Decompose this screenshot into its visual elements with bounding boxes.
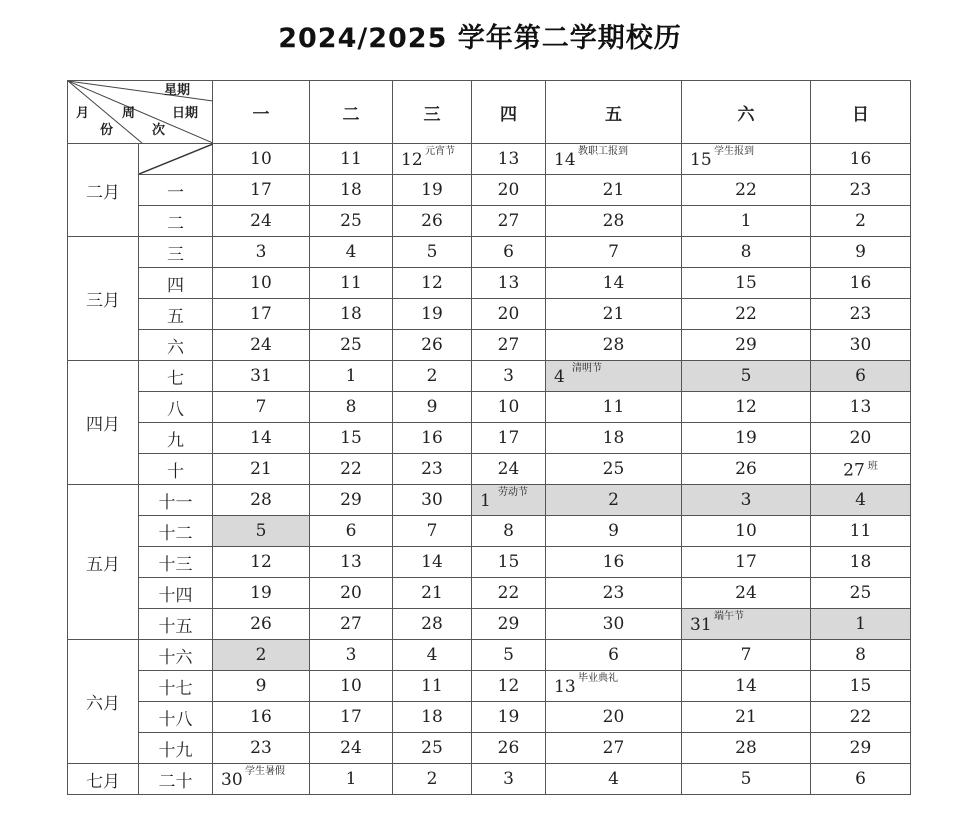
day-cell: 17 (472, 423, 546, 454)
day-cell: 28 (682, 733, 811, 764)
day-cell: 5 (393, 237, 472, 268)
weekday-sat: 六 (682, 81, 811, 144)
day-cell: 5 (682, 361, 811, 392)
day-cell: 5 (682, 764, 811, 795)
day-cell: 3 (310, 640, 393, 671)
day-number: 14 (554, 150, 576, 170)
day-cell: 30 (546, 609, 682, 640)
day-cell: 23 (213, 733, 310, 764)
day-cell: 10 (472, 392, 546, 423)
day-cell (546, 671, 682, 702)
week-row (68, 733, 911, 764)
day-cell: 9 (393, 392, 472, 423)
day-cell: 10 (682, 516, 811, 547)
day-cell (682, 144, 811, 175)
day-cell: 31 (213, 361, 310, 392)
day-cell: 19 (682, 423, 811, 454)
day-cell: 25 (310, 330, 393, 361)
day-cell (213, 764, 310, 795)
weekday-fri: 五 (546, 81, 682, 144)
week-row (68, 237, 911, 268)
day-cell: 16 (546, 547, 682, 578)
week-row (68, 175, 911, 206)
week-number: 十四 (139, 578, 213, 609)
day-cell: 26 (393, 330, 472, 361)
day-cell: 30 (393, 485, 472, 516)
week-number: 十六 (139, 640, 213, 671)
day-cell: 6 (811, 361, 911, 392)
day-cell: 23 (811, 175, 911, 206)
day-cell: 4 (811, 485, 911, 516)
day-cell: 18 (546, 423, 682, 454)
week-number: 二十 (139, 764, 213, 795)
day-cell: 27 (472, 330, 546, 361)
day-cell: 29 (472, 609, 546, 640)
day-cell: 6 (310, 516, 393, 547)
month-label: 三月 (68, 237, 139, 361)
week-number: 八 (139, 392, 213, 423)
day-cell: 5 (213, 516, 310, 547)
week-row (68, 268, 911, 299)
day-cell: 13 (811, 392, 911, 423)
day-cell: 20 (472, 299, 546, 330)
day-cell: 28 (546, 330, 682, 361)
day-cell: 18 (811, 547, 911, 578)
day-cell: 19 (393, 299, 472, 330)
header-row (68, 81, 911, 144)
day-cell: 15 (682, 268, 811, 299)
day-cell: 4 (393, 640, 472, 671)
day-cell: 21 (213, 454, 310, 485)
day-cell: 3 (682, 485, 811, 516)
day-cell: 22 (472, 578, 546, 609)
week-row (68, 423, 911, 454)
day-cell: 25 (393, 733, 472, 764)
day-cell: 28 (393, 609, 472, 640)
day-cell: 4 (310, 237, 393, 268)
weekday-mon: 一 (213, 81, 310, 144)
page-title: 2024/2025 学年第二学期校历 (278, 23, 682, 54)
day-cell: 27 (310, 609, 393, 640)
week-row (68, 330, 911, 361)
day-cell: 12 (213, 547, 310, 578)
day-cell: 28 (213, 485, 310, 516)
day-cell: 12 (682, 392, 811, 423)
day-cell: 14 (393, 547, 472, 578)
day-cell: 16 (213, 702, 310, 733)
week-number: 七 (139, 361, 213, 392)
month-label: 二月 (68, 144, 139, 237)
corner-week-label-top: 周 (122, 106, 136, 121)
week-number: 五 (139, 299, 213, 330)
day-cell: 19 (213, 578, 310, 609)
week-row (68, 485, 911, 516)
day-number: 1 (480, 491, 491, 511)
day-cell: 15 (310, 423, 393, 454)
day-cell: 21 (546, 299, 682, 330)
day-cell: 21 (546, 175, 682, 206)
day-cell: 7 (213, 392, 310, 423)
week-row (68, 702, 911, 733)
week-number: 十七 (139, 671, 213, 702)
day-cell: 28 (546, 206, 682, 237)
day-cell: 10 (213, 144, 310, 175)
week-number-empty (139, 144, 213, 175)
day-cell: 24 (213, 206, 310, 237)
day-cell: 10 (310, 671, 393, 702)
day-cell: 24 (472, 454, 546, 485)
day-cell: 13 (472, 144, 546, 175)
day-cell: 19 (393, 175, 472, 206)
day-cell: 22 (310, 454, 393, 485)
day-note: 元宵节 (425, 146, 455, 157)
day-cell: 20 (811, 423, 911, 454)
day-cell: 21 (682, 702, 811, 733)
day-number: 31 (690, 615, 712, 635)
day-cell: 1 (682, 206, 811, 237)
day-cell: 9 (546, 516, 682, 547)
day-cell: 1 (811, 609, 911, 640)
week-number: 十八 (139, 702, 213, 733)
corner-week-label-bottom: 次 (152, 123, 166, 138)
day-cell: 3 (213, 237, 310, 268)
day-cell: 23 (546, 578, 682, 609)
day-cell: 14 (682, 671, 811, 702)
day-cell: 20 (546, 702, 682, 733)
header-corner-cell (68, 81, 213, 144)
day-cell: 24 (213, 330, 310, 361)
day-cell: 25 (310, 206, 393, 237)
weekday-sun: 日 (811, 81, 911, 144)
week-row (68, 578, 911, 609)
week-row (68, 392, 911, 423)
week-number: 二 (139, 206, 213, 237)
day-number: 30 (221, 770, 243, 790)
week-number: 三 (139, 237, 213, 268)
week-row (68, 516, 911, 547)
day-cell: 23 (811, 299, 911, 330)
day-cell: 29 (811, 733, 911, 764)
day-cell: 3 (472, 361, 546, 392)
day-cell: 23 (393, 454, 472, 485)
day-cell: 2 (546, 485, 682, 516)
week-row (68, 671, 911, 702)
day-cell: 11 (310, 268, 393, 299)
week-number: 六 (139, 330, 213, 361)
week-row (68, 764, 911, 795)
day-cell: 22 (811, 702, 911, 733)
day-cell: 29 (682, 330, 811, 361)
day-note: 班 (867, 461, 878, 473)
day-cell: 1 (310, 361, 393, 392)
day-cell: 11 (546, 392, 682, 423)
day-cell: 10 (213, 268, 310, 299)
week-number: 九 (139, 423, 213, 454)
day-cell: 13 (310, 547, 393, 578)
day-note: 毕业典礼 (578, 673, 618, 684)
week-number: 十一 (139, 485, 213, 516)
day-cell (393, 144, 472, 175)
day-cell: 16 (811, 144, 911, 175)
day-cell: 17 (682, 547, 811, 578)
month-label: 七月 (68, 764, 139, 795)
day-note: 端午节 (714, 611, 744, 622)
day-note: 学生暑假 (245, 766, 285, 777)
day-cell: 27 (546, 733, 682, 764)
corner-date-label: 日期 (172, 106, 199, 121)
day-cell: 15 (472, 547, 546, 578)
corner-month-label-top: 月 (76, 106, 90, 121)
day-cell: 8 (811, 640, 911, 671)
day-cell (682, 609, 811, 640)
day-cell: 27 (472, 206, 546, 237)
day-number: 13 (554, 677, 576, 697)
day-cell: 12 (393, 268, 472, 299)
day-cell: 11 (310, 144, 393, 175)
day-cell (811, 454, 911, 485)
day-note: 教职工报到 (578, 146, 628, 157)
month-label: 五月 (68, 485, 139, 640)
week-row (68, 640, 911, 671)
day-cell: 16 (811, 268, 911, 299)
day-cell (546, 144, 682, 175)
day-cell: 8 (472, 516, 546, 547)
day-cell: 15 (811, 671, 911, 702)
day-cell: 12 (472, 671, 546, 702)
day-cell: 21 (393, 578, 472, 609)
day-cell: 26 (393, 206, 472, 237)
day-cell: 11 (393, 671, 472, 702)
day-cell: 14 (213, 423, 310, 454)
day-cell: 17 (213, 299, 310, 330)
day-cell: 17 (213, 175, 310, 206)
week-number: 十三 (139, 547, 213, 578)
diagonal-stroke (139, 144, 213, 174)
day-cell: 4 (546, 764, 682, 795)
corner-month-label-bottom: 份 (100, 123, 114, 138)
day-cell: 7 (682, 640, 811, 671)
day-cell: 22 (682, 299, 811, 330)
day-cell: 14 (546, 268, 682, 299)
day-cell: 3 (472, 764, 546, 795)
day-number: 15 (690, 150, 712, 170)
day-cell: 17 (310, 702, 393, 733)
weekday-wed: 三 (393, 81, 472, 144)
week-number: 十二 (139, 516, 213, 547)
day-cell: 1 (310, 764, 393, 795)
week-row (68, 454, 911, 485)
day-cell: 25 (546, 454, 682, 485)
day-cell: 24 (310, 733, 393, 764)
month-label: 四月 (68, 361, 139, 485)
day-note: 劳动节 (498, 487, 528, 498)
week-row (68, 206, 911, 237)
corner-weekday-label: 星期 (164, 83, 191, 98)
day-cell: 25 (811, 578, 911, 609)
day-cell: 18 (310, 299, 393, 330)
school-calendar-table (67, 80, 911, 795)
day-cell: 26 (472, 733, 546, 764)
week-number: 十五 (139, 609, 213, 640)
day-cell (472, 485, 546, 516)
day-cell: 29 (310, 485, 393, 516)
day-cell: 20 (472, 175, 546, 206)
day-number: 12 (401, 150, 423, 170)
week-row (68, 144, 911, 175)
week-number: 十 (139, 454, 213, 485)
day-cell: 6 (472, 237, 546, 268)
month-label: 六月 (68, 640, 139, 764)
day-cell: 20 (310, 578, 393, 609)
day-number: 27 (843, 460, 865, 481)
day-cell: 24 (682, 578, 811, 609)
day-cell: 19 (472, 702, 546, 733)
day-cell: 6 (811, 764, 911, 795)
day-note: 学生报到 (714, 146, 754, 157)
day-cell: 6 (546, 640, 682, 671)
day-cell: 2 (811, 206, 911, 237)
day-cell: 13 (472, 268, 546, 299)
weekday-tue: 二 (310, 81, 393, 144)
day-cell: 2 (213, 640, 310, 671)
day-cell: 26 (213, 609, 310, 640)
weekday-thu: 四 (472, 81, 546, 144)
day-cell: 9 (811, 237, 911, 268)
day-number: 4 (554, 367, 565, 387)
week-row (68, 299, 911, 330)
day-cell: 5 (472, 640, 546, 671)
week-row (68, 361, 911, 392)
day-cell: 7 (546, 237, 682, 268)
day-note: 清明节 (572, 363, 602, 374)
day-cell: 22 (682, 175, 811, 206)
week-number: 四 (139, 268, 213, 299)
week-row (68, 609, 911, 640)
day-cell: 18 (310, 175, 393, 206)
day-cell: 2 (393, 361, 472, 392)
week-number: 一 (139, 175, 213, 206)
day-cell: 8 (310, 392, 393, 423)
week-row (68, 547, 911, 578)
day-cell: 8 (682, 237, 811, 268)
day-cell: 16 (393, 423, 472, 454)
day-cell: 26 (682, 454, 811, 485)
day-cell: 7 (393, 516, 472, 547)
day-cell (546, 361, 682, 392)
day-cell: 2 (393, 764, 472, 795)
week-number: 十九 (139, 733, 213, 764)
day-cell: 11 (811, 516, 911, 547)
day-cell: 18 (393, 702, 472, 733)
day-cell: 9 (213, 671, 310, 702)
day-cell: 30 (811, 330, 911, 361)
